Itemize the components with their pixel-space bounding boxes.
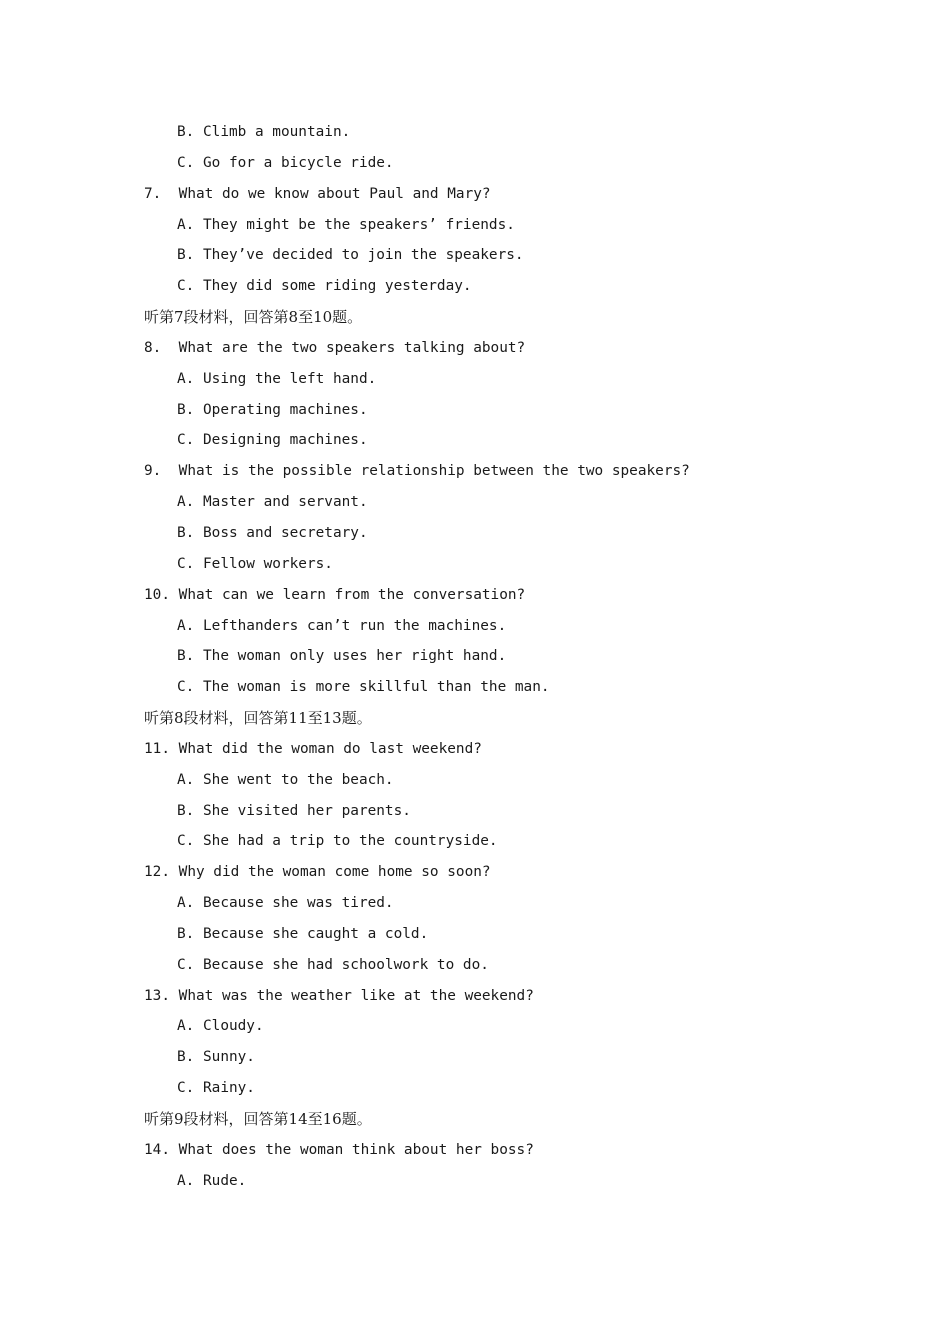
document-page [0, 117, 950, 1197]
answer-option: C. Go for a bicycle ride. [177, 154, 394, 171]
answer-option: B. The woman only uses her right hand. [177, 648, 507, 665]
section-heading-7: 听第7段材料，回答第8至10题。 [144, 308, 363, 327]
question-12: 12. Why did the woman come home so soon? [144, 864, 491, 881]
answer-option: C. Designing machines. [177, 432, 368, 449]
answer-option: A. Lefthanders can’t run the machines. [177, 617, 507, 634]
question-13: 13. What was the weather like at the weekend? [144, 987, 534, 1004]
question-10: 10. What can we learn from the conversation? [144, 586, 526, 603]
answer-option: C. They did some riding yesterday. [177, 278, 472, 295]
answer-option: B. Operating machines. [177, 401, 368, 418]
answer-option: B. Boss and secretary. [177, 524, 368, 541]
answer-option: A. Rude. [177, 1172, 247, 1189]
answer-option: C. Rainy. [177, 1080, 255, 1097]
question-8: 8. What are the two speakers talking about? [144, 339, 526, 356]
answer-option: A. They might be the speakers’ friends. [177, 216, 515, 233]
answer-option: A. Using the left hand. [177, 370, 377, 387]
answer-option: A. Because she was tired. [177, 895, 394, 912]
answer-option: C. The woman is more skillful than the man. [177, 679, 550, 696]
answer-option: C. Fellow workers. [177, 555, 333, 572]
section-heading-8: 听第8段材料，回答第11至13题。 [144, 709, 372, 728]
question-14: 14. What does the woman think about her boss? [144, 1141, 534, 1158]
answer-option: C. Because she had schoolwork to do. [177, 956, 489, 973]
answer-option: B. Sunny. [177, 1049, 255, 1066]
answer-option: A. Cloudy. [177, 1018, 264, 1035]
answer-option: B. They’ve decided to join the speakers. [177, 247, 524, 264]
answer-option: B. She visited her parents. [177, 802, 411, 819]
answer-option: A. She went to the beach. [177, 771, 394, 788]
section-heading-9: 听第9段材料，回答第14至16题。 [144, 1110, 372, 1128]
question-7: 7. What do we know about Paul and Mary? [144, 185, 491, 202]
answer-option: C. She had a trip to the countryside. [177, 833, 498, 850]
answer-option: A. Master and servant. [177, 494, 368, 511]
question-9: 9. What is the possible relationship between the two speakers? [144, 463, 690, 480]
answer-option: B. Because she caught a cold. [177, 925, 429, 942]
answer-option: B. Climb a mountain. [177, 124, 351, 140]
question-11: 11. What did the woman do last weekend? [144, 740, 482, 757]
